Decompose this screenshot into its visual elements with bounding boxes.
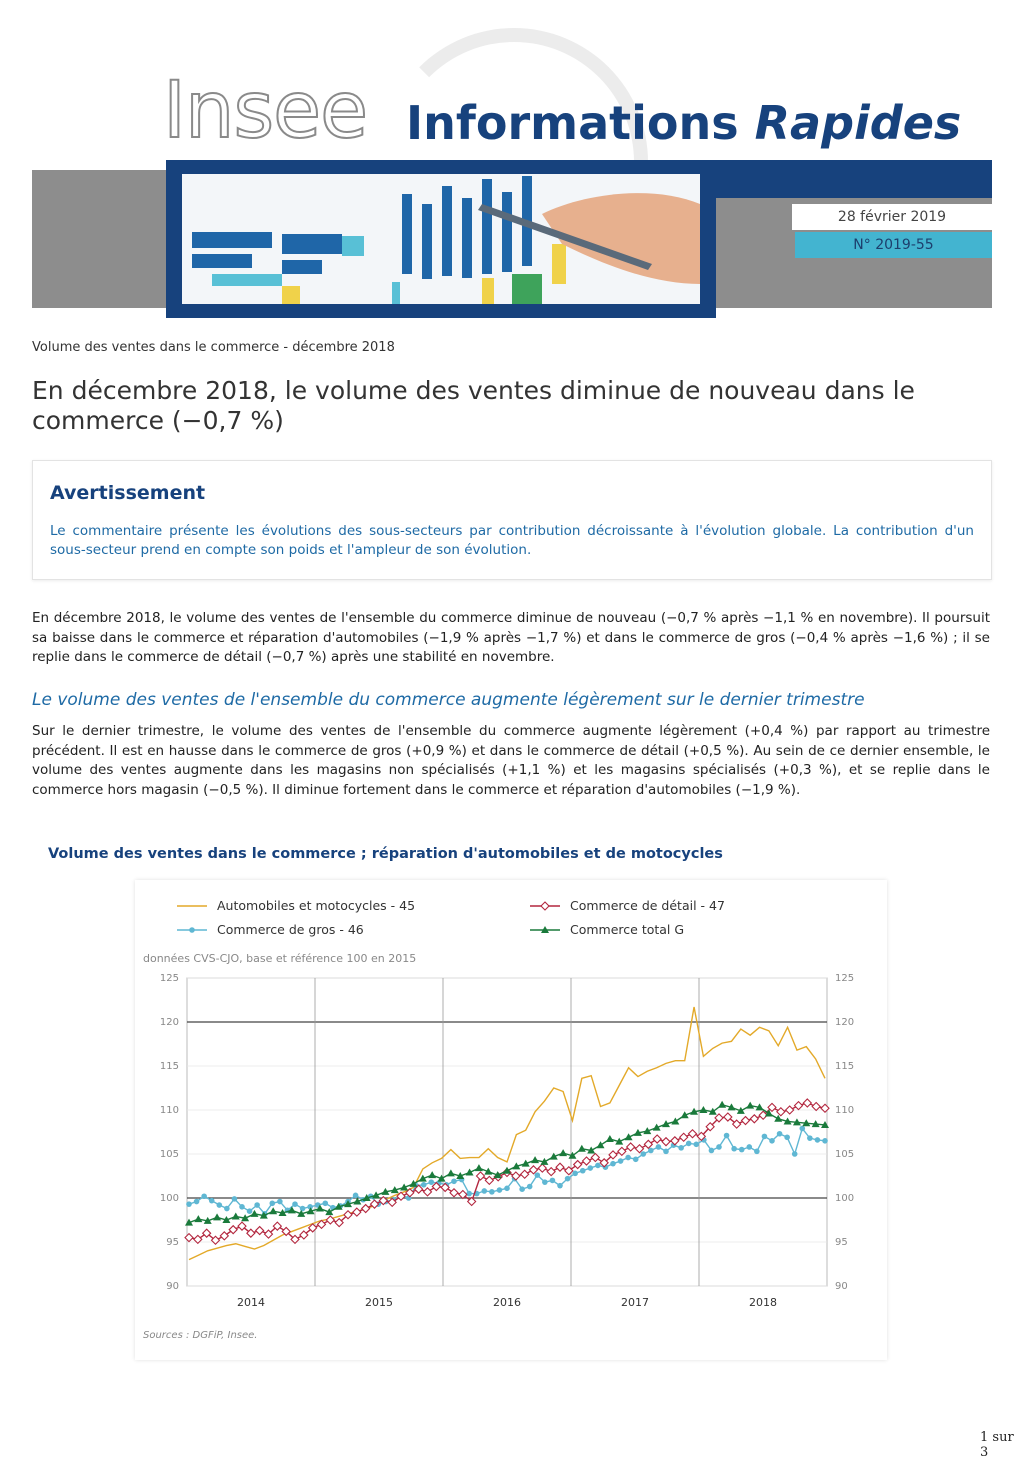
series-point-2 [256, 1227, 264, 1235]
chart-photo-illustration [182, 174, 700, 304]
series-point-2 [450, 1189, 458, 1197]
series-point-1 [527, 1184, 533, 1190]
series-point-2 [750, 1115, 758, 1123]
chart-title: Volume des ventes dans le commerce ; réparation d'automobiles et de motocycles [48, 846, 723, 862]
series-point-1 [232, 1196, 238, 1202]
series-point-2 [477, 1172, 485, 1180]
publication-title [406, 96, 962, 150]
series-point-1 [799, 1126, 805, 1132]
x-tick-label: 2016 [493, 1296, 521, 1309]
plot-frame [187, 978, 827, 1286]
page-title: En décembre 2018, le volume des ventes diminue de nouveau dans le commerce (−0,7 %) [32, 376, 915, 435]
series-point-1 [489, 1189, 495, 1195]
series-point-1 [481, 1188, 487, 1194]
series-point-3 [625, 1133, 633, 1140]
series-point-1 [618, 1158, 624, 1164]
series-point-2 [821, 1104, 829, 1112]
series-point-1 [716, 1144, 722, 1150]
series-point-2 [786, 1106, 794, 1114]
series-point-1 [678, 1145, 684, 1151]
series-point-2 [644, 1140, 652, 1148]
series-point-1 [656, 1144, 662, 1150]
series-point-2 [362, 1205, 370, 1213]
series-point-2 [689, 1130, 697, 1138]
y-tick-label-left: 110 [159, 1105, 179, 1116]
chart-container [135, 880, 887, 1360]
y-tick-label-right: 90 [835, 1281, 848, 1292]
series-point-1 [557, 1183, 563, 1189]
series-point-2 [353, 1208, 361, 1216]
series-point-1 [550, 1178, 556, 1184]
line-chart [135, 880, 887, 1360]
series-line-0 [189, 1007, 825, 1260]
y-tick-label-left: 95 [166, 1237, 179, 1248]
series-point-3 [503, 1167, 511, 1174]
chart-subtitle: données CVS-CJO, base et référence 100 en 2015 [143, 952, 417, 965]
series-point-2 [742, 1117, 750, 1125]
header-photo [182, 174, 700, 304]
series-point-1 [224, 1206, 230, 1212]
series-point-1 [807, 1135, 813, 1141]
legend-marker-2 [541, 902, 549, 910]
warning-title: Avertissement [50, 482, 206, 504]
series-point-2 [812, 1102, 820, 1110]
publication-number: N° 2019-55 [795, 232, 992, 258]
series-point-1 [746, 1144, 752, 1150]
series-point-2 [803, 1099, 811, 1107]
series-point-1 [663, 1149, 669, 1155]
series-point-1 [724, 1133, 730, 1139]
series-point-1 [693, 1142, 699, 1148]
series-point-2 [326, 1216, 334, 1224]
section-title: Le volume des ventes de l'ensemble du commerce augmente légèrement sur le dernier trimestre [32, 690, 865, 710]
series-point-1 [709, 1148, 715, 1154]
series-point-1 [777, 1131, 783, 1137]
series-point-2 [485, 1176, 493, 1184]
series-point-1 [216, 1202, 222, 1208]
series-point-1 [209, 1198, 215, 1204]
series-point-1 [762, 1134, 768, 1140]
series-point-3 [606, 1135, 614, 1142]
x-tick-label: 2017 [621, 1296, 649, 1309]
series-point-3 [699, 1106, 707, 1113]
series-point-2 [556, 1163, 564, 1171]
y-tick-label-left: 120 [159, 1017, 179, 1028]
series-point-2 [583, 1157, 591, 1165]
insee-logo: Insee [163, 66, 368, 156]
series-point-1 [186, 1201, 192, 1207]
series-point-2 [627, 1143, 635, 1151]
series-point-1 [587, 1165, 593, 1171]
y-tick-label-left: 115 [159, 1061, 179, 1072]
paragraph-2: Sur le dernier trimestre, le volume des ventes de l'ensemble du commerce augmente légèrement (+0,4 %) par rapport au trimestre précédent. Il est en hausse dans le commerce de gros (+0,9 %) et dans le commerce de détail (+0,5 %). Au sein de ce dernier ensemble, le volume des ventes augmente dans les magasins non spécialisés (+1,1 %) et les magasins spécialisés (+0,3 %), et se replie dans le commerce hors magasin (−0,5 %). Il diminue fortement dans le commerce et réparation d'automobiles (−1,9 %). [32, 723, 990, 798]
series-point-1 [194, 1199, 200, 1205]
series-point-1 [201, 1193, 207, 1199]
series-point-1 [519, 1186, 525, 1192]
series-point-3 [475, 1164, 483, 1171]
series-point-1 [466, 1191, 472, 1197]
series-point-2 [653, 1135, 661, 1143]
y-tick-label-right: 110 [835, 1105, 855, 1116]
publication-date: 28 février 2019 [792, 204, 992, 230]
series-point-1 [504, 1186, 510, 1192]
masthead [0, 0, 1024, 330]
series-point-1 [428, 1179, 434, 1185]
y-tick-label-left: 125 [159, 973, 179, 984]
y-tick-label-right: 120 [835, 1017, 855, 1028]
series-point-2 [538, 1164, 546, 1172]
series-point-2 [777, 1108, 785, 1116]
publication-title-italic: Rapides [754, 96, 962, 150]
series-point-1 [739, 1147, 745, 1153]
series-point-1 [254, 1202, 260, 1208]
series-point-3 [559, 1149, 567, 1156]
y-tick-label-left: 100 [159, 1193, 179, 1204]
series-point-2 [680, 1133, 688, 1141]
page-number: 1 sur 3 [980, 1430, 1014, 1460]
series-point-1 [625, 1155, 631, 1161]
x-tick-label: 2018 [749, 1296, 777, 1309]
series-point-1 [292, 1201, 298, 1207]
series-point-3 [531, 1156, 539, 1163]
series-point-1 [610, 1161, 616, 1167]
series-point-3 [718, 1101, 726, 1108]
series-point-1 [421, 1182, 427, 1188]
paragraph-1: En décembre 2018, le volume des ventes de l'ensemble du commerce diminue de nouveau (−0,7 % après −1,1 % en novembre). Il poursuit sa baisse dans le commerce et réparation d'automobiles (−1,9 % après −1,7 %) et dans le commerce de gros (−0,4 % après −1,6 %) ; il se replie dans le commerce de détail (−0,7 %) après une stabilité en novembre. [32, 610, 990, 665]
series-point-1 [300, 1206, 306, 1212]
y-tick-label-right: 115 [835, 1061, 855, 1072]
series-point-1 [542, 1179, 548, 1185]
series-point-1 [792, 1151, 798, 1157]
y-tick-label-right: 125 [835, 973, 855, 984]
series-point-1 [269, 1200, 275, 1206]
series-point-1 [572, 1171, 578, 1177]
series-point-3 [671, 1117, 679, 1124]
chart-source: Sources : DGFiP, Insee. [143, 1330, 258, 1341]
series-point-3 [213, 1213, 221, 1220]
warning-box [32, 460, 992, 580]
legend-marker-1 [189, 927, 195, 933]
series-point-3 [428, 1171, 436, 1178]
warning-text: Le commentaire présente les évolutions des sous-secteurs par contribution décroissante à l'évolution globale. La contribution d'un sous-secteur prend en compte son poids et l'ampleur de son évolution. [50, 523, 974, 558]
series-point-2 [591, 1154, 599, 1162]
x-tick-label: 2015 [365, 1296, 393, 1309]
series-point-1 [580, 1168, 586, 1174]
series-point-1 [731, 1146, 737, 1152]
series-point-1 [754, 1149, 760, 1155]
series-point-3 [466, 1168, 474, 1175]
series-point-1 [247, 1208, 253, 1214]
series-point-1 [769, 1138, 775, 1144]
series-point-1 [239, 1204, 245, 1210]
legend-label-0: Automobiles et motocycles - 45 [217, 898, 416, 913]
series-point-3 [578, 1145, 586, 1152]
legend-label-3: Commerce total G [570, 922, 685, 937]
series-point-3 [269, 1207, 277, 1214]
series-point-1 [534, 1172, 540, 1178]
x-tick-label: 2014 [237, 1296, 265, 1309]
series-point-1 [353, 1193, 359, 1199]
series-point-1 [822, 1138, 828, 1144]
kicker: Volume des ventes dans le commerce - décembre 2018 [32, 340, 395, 355]
series-point-1 [633, 1156, 639, 1162]
series-point-1 [497, 1187, 503, 1193]
series-point-1 [322, 1200, 328, 1206]
series-point-1 [595, 1163, 601, 1169]
legend-label-1: Commerce de gros - 46 [217, 922, 364, 937]
series-point-1 [686, 1141, 692, 1147]
series-point-1 [784, 1134, 790, 1140]
series-point-1 [815, 1137, 821, 1143]
series-point-1 [451, 1178, 457, 1184]
series-point-3 [194, 1215, 202, 1222]
series-point-3 [447, 1169, 455, 1176]
series-point-3 [746, 1102, 754, 1109]
series-point-2 [521, 1170, 529, 1178]
y-tick-label-right: 105 [835, 1149, 855, 1160]
y-tick-label-right: 95 [835, 1237, 848, 1248]
series-point-1 [640, 1151, 646, 1157]
series-point-3 [232, 1212, 240, 1219]
publication-title-main: Informations [406, 96, 739, 150]
series-point-2 [185, 1234, 193, 1242]
series-point-2 [795, 1102, 803, 1110]
series-point-1 [565, 1176, 571, 1182]
y-tick-label-right: 100 [835, 1193, 855, 1204]
y-tick-label-left: 105 [159, 1149, 179, 1160]
series-point-1 [277, 1199, 283, 1205]
y-tick-label-left: 90 [166, 1281, 179, 1292]
series-line-3 [189, 1105, 825, 1223]
series-point-2 [547, 1168, 555, 1176]
series-point-2 [424, 1188, 432, 1196]
legend-label-2: Commerce de détail - 47 [570, 898, 725, 913]
series-point-2 [662, 1138, 670, 1146]
series-point-3 [597, 1141, 605, 1148]
